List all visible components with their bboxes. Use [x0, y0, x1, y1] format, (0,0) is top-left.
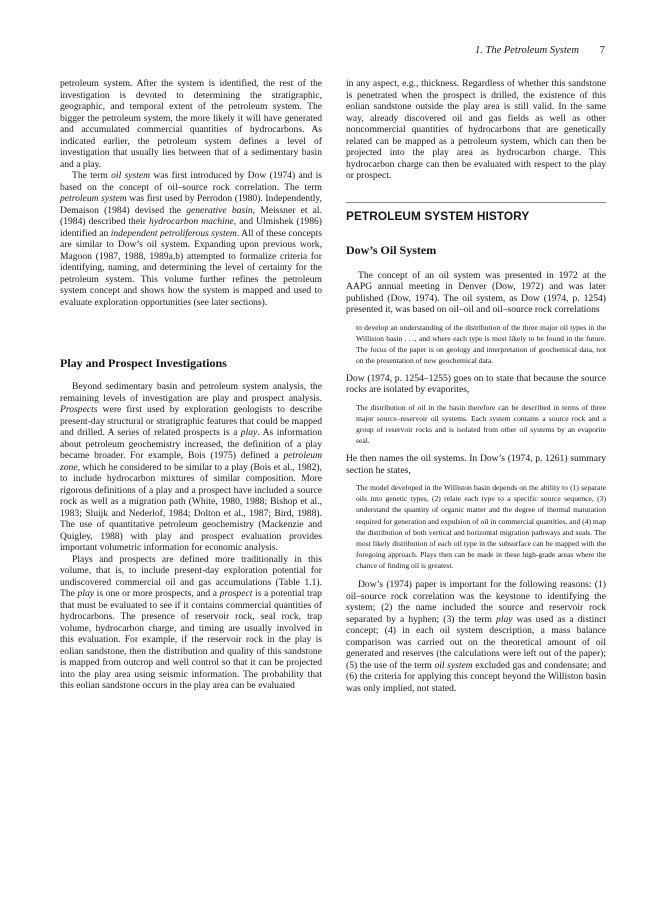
paragraph: Beyond sedimentary basin and petroleum system analysis, the remaining levels of investigation are play and prospect analysis. Prospects were first used by exploration geologists to describe present-day structural or stratigraphic features that could be mapped and drilled. A series of related prospects is a play. As information about petroleum geochemistry increased, the definition of a play became broader. For example, Bois (1975) defined a petroleum zone, which he considered to be similar to a play (Bois et al., 1982), to include hydrocarbon mixtures of similar composition. More rigorous definitions of a play and a prospect have included a source rock as well as a migration path (White, 1980, 1988; Bishop et al., 1983; Sluijk and Nederlof, 1984; Dolton et al., 1987; Bird, 1988). The use of quantitative petroleum geochemistry (Mackenzie and Quigley, 1988) with play and prospect evaluation provides important volumetric information for economic analysis.	[60, 381, 322, 553]
paragraph: The term oil system was first introduced by Dow (1974) and is based on the concept of oil–source rock correlation. The term petroleum system was first used by Perrodon (1980). Independently, Demaison (1984) devised the generative basin, Meissner et al. (1984) described their hydrocarbon machine, and Ulmishek (1986) identified an independent petroliferous system. All of these concepts are similar to Dow’s oil system. Expanding upon previous work, Magoon (1987, 1988, 1989a,b) attempted to formalize criteria for identifying, naming, and determining the level of certainty for the petroleum system. This volume further refines the petroleum system concept and shows how the system is mapped and used to evaluate exploration opportunities (see later sections).	[60, 170, 323, 308]
paragraph: Dow’s (1974) paper is important for the following reasons: (1) oil–source rock correlation was the keystone to identifying the system; (2) the name included the source and reservoir rock separated by a hyphen; (3) the term play was used as a distinct concept; (4) in each oil system description, a mass balance comparison was carried out on the theoretical amount of oil generated and reserves (the calculations were left out of the paper); (5) the use of the term oil system excluded gas and condensate; and (6) the criteria for applying this concept beyond the Williston basin was only implied, not stated.	[346, 579, 606, 694]
italic-term: oil system	[434, 659, 473, 671]
italic-term: independent petroliferous system	[110, 227, 237, 239]
subsection-heading-dow: Dow’s Oil System	[346, 242, 437, 257]
paragraph: petroleum system. After the system is identified, the rest of the investigation is devoted to determining the stratigraphic, geographic, and temporal extent of the petroleum system. The bigger the petroleum system, the more likely it will have generated and accumulated commercial quantities of hydrocarbons. As indicated earlier, the petroleum system defines a level of investigation that usually lies between that of a sedimentary basin and a play.	[60, 78, 322, 170]
italic-term: oil system	[111, 170, 151, 181]
paragraph: in any aspect, e.g., thickness. Regardless of whether this sandstone is penetrated when the prospect is drilled, the existence of this eolian sandstone outside the play area is still valid. In the same way, already discovered oil and gas fields as well as other noncommercial quantities of hydrocarbons that are genetically related can be mapped as a petroleum system, which can then be projected into the play area as hydrocarbon charge. This hydrocarbon charge can then be evaluated with respect to the play or prospect.	[346, 78, 606, 181]
page-number: 7	[599, 45, 605, 56]
section-heading-history: PETROLEUM SYSTEM HISTORY	[346, 208, 530, 223]
block-quote: to develop an understanding of the distribution of the three major oil types in the Williston basin . . ., and where each type is most likely to be found in the future. The focus of the paper is on geology and interpretation of geochemical data, not on the presentation of new geochemical data.	[356, 322, 606, 365]
italic-term: petroleum system	[60, 193, 127, 204]
paragraph: Dow (1974, p. 1254–1255) goes on to state that because the source rocks are isolated by evaporites,	[346, 372, 606, 396]
block-quote: The model developed in the Williston basin depends on the ability to (1) separate oils into genetic types, (2) relate each type to a specific source sequence, (3) understand the quantity of organic matter and the degree of thermal maturation required for generation and expulsion of oil in commercial quantities, and (4) map the distribution of both vertical and horizontal migration pathways and seals. The most likely distribution of each oil type in the subsurface can be mapped with the foregoing approach. Plays then can be made in these high-grade areas where the chance of finding oil is greatest.	[356, 483, 606, 570]
italic-term: generative basin	[186, 204, 253, 216]
running-header	[60, 45, 605, 61]
italic-term: play	[77, 588, 95, 599]
italic-term: prospect	[219, 588, 253, 599]
subsection-heading-play-prospect: Play and Prospect Investigations	[60, 356, 227, 370]
right-column	[346, 78, 606, 694]
italic-term: petroleum zone	[60, 450, 322, 473]
running-title: 1. The Petroleum System	[474, 45, 579, 56]
paragraph: He then names the oil systems. In Dow’s (1974, p. 1261) summary section he states,	[346, 453, 606, 476]
paragraph: Plays and prospects are defined more traditionally in this volume, that is, to include present-day exploration potential for undiscovered commercial oil and gas accumulations (Table 1.1). The play is one or more prospects, and a prospect is a potential trap that must be evaluated to see if it contains commercial quantities of hydrocarbons. The presence of reservoir rock, seal rock, trap volume, hydrocarbon charge, and timing are usually involved in this evaluation. For example, if the reservoir rock in the play is eolian sandstone, then the distribution and quality of this sandstone is mapped from outcrop and well control so that it can be projected into the play area using seismic information. The probability that this eolian sandstone occurs in the play area can be evaluated	[60, 553, 322, 691]
italic-term: hydrocarbon machine	[149, 216, 234, 227]
italic-term: Prospects	[60, 404, 98, 415]
italic-term: play	[496, 613, 513, 625]
left-column	[60, 78, 322, 692]
block-quote: The distribution of oil in the basin therefore can be described in terms of three major source–reservoir oil systems. Each system contains a source rock and a group of reservoir rocks and is isolated from other oil systems by an evaporite seal.	[356, 402, 606, 446]
paragraph: The concept of an oil system was presented in 1972 at the AAPG annual meeting in Denver (Dow, 1972) and was later published (Dow, 1974). The oil system, as Dow (1974, p. 1254) presented it, was based on oil–oil and oil–source rock correlations	[346, 269, 606, 315]
italic-term: play	[240, 427, 258, 438]
